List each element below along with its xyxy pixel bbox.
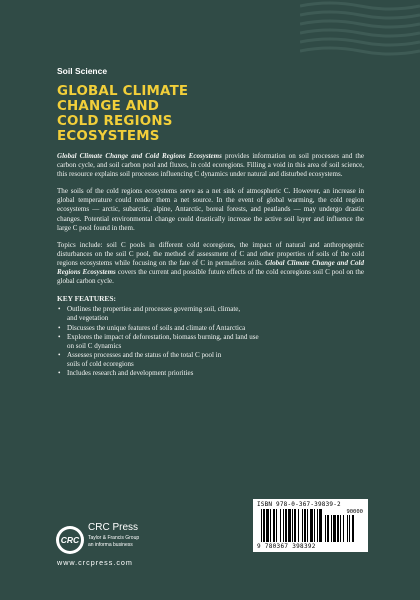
barcode-addon-bar [333,515,336,542]
barcode-addon-bar [331,515,332,542]
barcode-bar [261,509,262,542]
key-feature-item: • Assesses processes and the status of the total C pool in soils of cold ecoregions [57,351,364,369]
barcode-bar [317,509,318,542]
intro-paragraph [57,152,364,179]
barcode-bar [288,509,291,542]
subject-category: Soil Science [57,66,108,76]
context-paragraph: The soils of the cold regions ecosystems serve as a net sink of atmospheric C. However, an increase in global temperature could render them a net source. In the event of global warming, the cold region ecosystems — arctic, subarctic, alpine, Antarctic, boreal forests, and peatlands — may undergo drastic changes. Potential environmental change could drastically increase the active soil layer and influence the large C pool found in them. [57,187,364,232]
barcode-bar [283,509,284,542]
key-feature-item: • Outlines the properties and processes governing soil, climate, and vegetation [57,305,364,323]
barcode-bar [292,509,293,542]
topics-paragraph [57,241,364,286]
barcode-bar [302,509,303,542]
barcode-bar [280,509,281,542]
barcode-addon-bar [337,515,339,542]
barcode-panel [253,499,368,552]
barcode-addon-bar [340,515,341,542]
key-feature-item: • Discusses the unique features of soils and climate of Antarctica [57,324,364,333]
barcode-bar [285,509,287,542]
barcode-bar [298,509,299,542]
title-line: COLD REGIONS [57,114,173,129]
barcode-addon-bar [327,515,329,542]
publisher-url: www.crcpress.com [57,558,133,567]
intro-book-title: Global Climate Change and Cold Regions Ecosystems [57,152,222,160]
title-line: ECOSYSTEMS [57,129,160,144]
publisher-group [88,535,139,548]
barcode-bar [307,509,308,542]
key-features-list [57,305,364,378]
description [57,152,364,378]
barcode-bar [273,509,275,542]
barcode-addon-bar [349,515,350,542]
price-code: 90000 [346,509,363,515]
barcode-addon-bar [325,515,326,542]
topics-book-title: Global Climate Change and Cold Regions Ecosystems [57,258,364,277]
barcode-bar [294,509,296,542]
barcode-addon-bar [343,515,344,542]
book-title [57,84,357,144]
barcode-bar [276,509,277,542]
topics-text-end: covers the current and possible future effects of the cold ecoregions soil C pool on the global carbon cycle. [57,268,365,286]
key-feature-item: • Explores the impact of deforestation, biomass burning, and land use on soil C dynamics [57,333,364,351]
barcode-number: 9 780367 398392 [257,543,316,550]
publisher-name: CRC Press [88,522,139,533]
publisher-line: an informa business [88,541,133,548]
barcode-bar [319,509,322,542]
barcode-addon-bar [352,515,354,542]
title-line: CHANGE AND [57,99,160,114]
logo-text: CRC [60,535,80,545]
barcode-bar [310,509,313,542]
isbn-text: ISBN 978-0-367-39839-2 [257,501,341,508]
barcode-bar [263,509,265,542]
barcode-bar [314,509,315,542]
barcode-bar [270,509,271,542]
title-line: GLOBAL CLIMATE [57,84,189,99]
barcode-bar [266,509,269,542]
barcode-bar [304,509,306,542]
topics-text: Topics include: soil C pools in different cold ecoregions, the impact of natural and anthropogenic disturbances on the soil C pool, the method of assessment of C and other properties of soils of the cold regions ecosystems while focusing on the fate of C in permafrost soils. [57,240,364,267]
wave-stripes-decoration [300,0,420,60]
intro-text: provides information on soil processes and the carbon cycle, and soil carbon pool and fluxes, in cold ecoregions. Filling a void in this area of soil science, this resource explains soil processes influencing C dynamics under natural and disturbed ecosystems. [57,152,364,179]
publisher-line: Taylor & Francis Group [88,535,140,541]
key-feature-item: • Includes research and development priorities [57,369,364,378]
key-features-heading: KEY FEATURES: [57,294,116,304]
barcode-addon-bar [347,515,348,542]
crc-logo-icon [55,525,85,555]
